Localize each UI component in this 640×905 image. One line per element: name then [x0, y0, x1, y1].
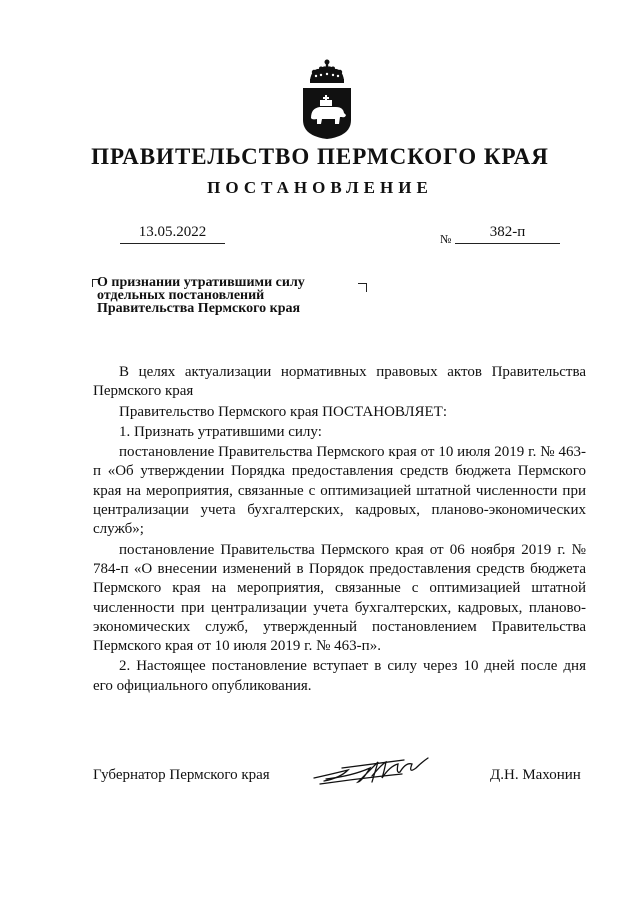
signatory-name: Д.Н. Махонин: [490, 767, 581, 783]
body-paragraph: 2. Настоящее постановление вступает в силу через 10 дней после дня его официального опубликования.: [93, 658, 586, 694]
document-body: [93, 363, 586, 697]
subject-line: отдельных постановлений: [97, 288, 265, 303]
handwritten-signature: [312, 748, 434, 790]
document-number: 382-п: [455, 224, 560, 244]
body-paragraph: постановление Правительства Пермского края от 10 июля 2019 г. № 463-п «Об утверждении Порядка предоставления средств бюджета Пермского края на мероприятия, связанные с оптимизацией штатной численности при централизации учета бухгалтерских, кадровых, планово-экономических служб»;: [93, 444, 586, 538]
document-subject: [97, 276, 357, 315]
number-sign: №: [440, 232, 452, 246]
body-paragraph: Правительство Пермского края ПОСТАНОВЛЯЕТ:: [119, 403, 448, 420]
subject-corner-right: [358, 283, 367, 292]
document-date: 13.05.2022: [120, 224, 225, 244]
signatory-role: Губернатор Пермского края: [93, 767, 270, 783]
body-paragraph: В целях актуализации нормативных правовых актов Правительства Пермского края: [93, 364, 586, 400]
body-paragraph: постановление Правительства Пермского края от 06 ноября 2019 г. № 784-п «О внесении изменений в Порядок предоставления средств бюджета Пермского края на мероприятия, связанные с оптимизацией штатной численности при централизации учета бухгалтерских, кадровых, планово-экономических служб, утвержденный постановлением Правительства Пермского края от 10 июля 2019 г. № 463-п».: [93, 541, 586, 655]
organization-title: ПРАВИТЕЛЬСТВО ПЕРМСКОГО КРАЯ: [91, 144, 549, 169]
body-paragraph: 1. Признать утратившими силу:: [119, 423, 322, 440]
subject-line: О признании утратившими силу: [97, 275, 305, 290]
document-type: ПОСТАНОВЛЕНИЕ: [207, 178, 433, 197]
coat-of-arms-icon: [298, 58, 356, 140]
subject-line: Правительства Пермского края: [97, 301, 301, 316]
